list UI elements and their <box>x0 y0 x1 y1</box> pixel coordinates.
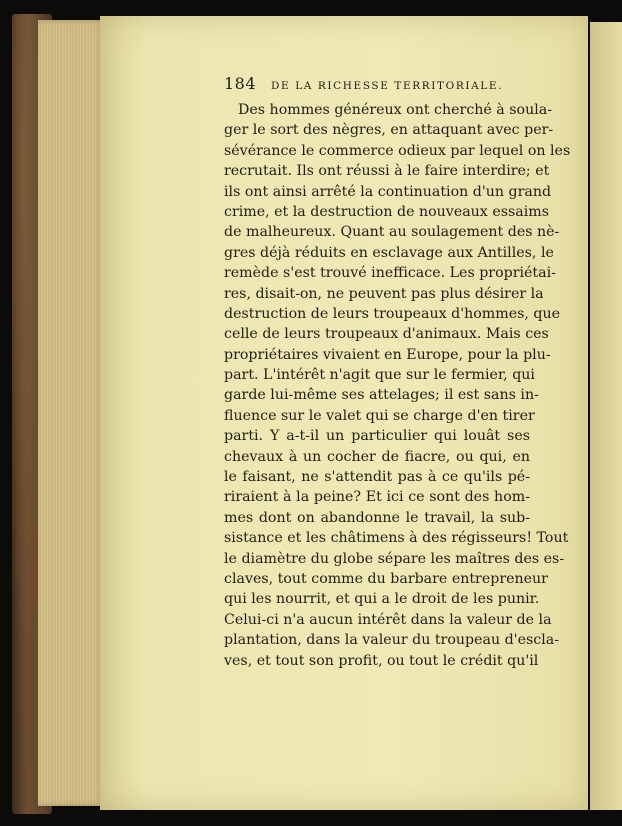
text-line: parti. Y a-t-il un particulier qui louât ses <box>224 428 530 445</box>
text-line: sévérance le commerce odieux par lequel on les <box>224 142 571 159</box>
text-line: fluence sur le valet qui se charge d'en tirer <box>224 407 535 424</box>
text-line: qui les nourrit, et qui a le droit de les punir. <box>224 591 540 608</box>
text-line: celle de leurs troupeaux d'animaux. Mais ces <box>224 326 549 343</box>
body-text <box>224 100 571 671</box>
facing-page-edge <box>590 22 622 810</box>
text-line: riraient à la peine? Et ici ce sont des hom- <box>224 489 530 506</box>
text-line: part. L'intérêt n'agit que sur le fermier, qui <box>224 367 535 384</box>
text-line: garde lui-même ses attelages; il est sans in- <box>224 387 539 404</box>
text-line: le faisant, ne s'attendit pas à ce qu'ils pé- <box>224 469 530 486</box>
text-line: le diamètre du globe sépare les maîtres des es- <box>224 550 565 567</box>
page-edges <box>38 20 104 806</box>
text-line: Celui-ci n'a aucun intérêt dans la valeur de la <box>224 611 552 628</box>
text-line: plantation, dans la valeur du troupeau d'escla- <box>224 632 559 649</box>
text-line: gres déjà réduits en esclavage aux Antilles, le <box>224 244 554 261</box>
text-line: crime, et la destruction de nouveaux essaims <box>224 203 550 220</box>
text-line: res, disait-on, ne peuvent pas plus désirer la <box>224 285 544 302</box>
text-line: Des hommes généreux ont cherché à soula- <box>238 102 553 118</box>
text-line: ger le sort des nègres, en attaquant avec per- <box>224 122 554 139</box>
text-line: sistance et les châtimens à des régisseurs! Tout <box>224 530 569 547</box>
text-line: mes dont on abandonne le travail, la sub- <box>224 509 530 526</box>
text-line: propriétaires vivaient en Europe, pour la plu- <box>224 346 551 363</box>
text-line: de malheureux. Quant au soulagement des nè- <box>224 224 560 241</box>
text-line: chevaux à un cocher de fiacre, ou qui, en <box>224 448 530 465</box>
text-line: ils ont ainsi arrêté la continuation d'un grand <box>224 183 552 200</box>
text-line: claves, tout comme du barbare entrepreneur <box>224 570 548 587</box>
page-header <box>224 74 503 93</box>
text-line: ves, et tout son profit, ou tout le crédit qu'il <box>224 652 539 669</box>
text-line: destruction de leurs troupeaux d'hommes, que <box>224 305 561 322</box>
text-line: recrutait. Ils ont réussi à le faire interdire; et <box>224 163 550 180</box>
page-number: 184 <box>224 74 257 93</box>
running-title: DE LA RICHESSE TERRITORIALE. <box>271 80 504 92</box>
text-line: remède s'est trouvé inefficace. Les propriétai- <box>224 265 556 282</box>
